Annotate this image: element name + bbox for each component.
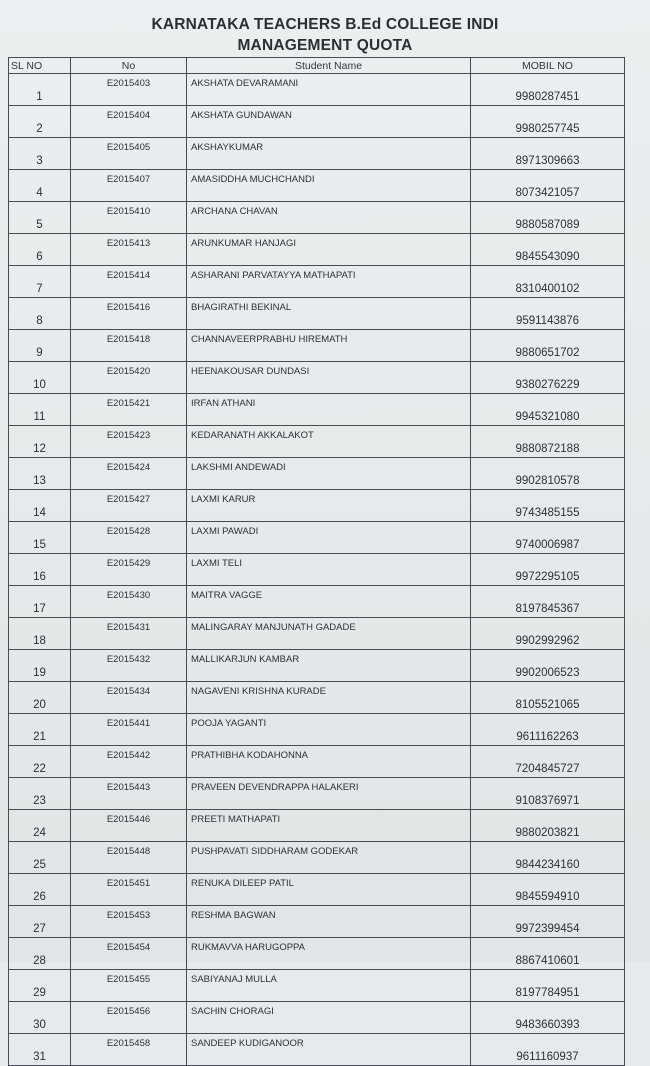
student-name-cell: MALLIKARJUN KAMBAR bbox=[187, 650, 471, 682]
sl-no-cell: 6 bbox=[9, 234, 71, 266]
student-name-cell: AKSHAYKUMAR bbox=[187, 138, 471, 170]
table-row bbox=[9, 362, 625, 394]
table-row bbox=[9, 106, 625, 138]
table-row bbox=[9, 138, 625, 170]
mobile-no-cell: 9611162263 bbox=[471, 714, 625, 746]
student-name-cell: AMASIDDHA MUCHCHANDI bbox=[187, 170, 471, 202]
table-row bbox=[9, 682, 625, 714]
mobile-no-cell: 9880587089 bbox=[471, 202, 625, 234]
mobile-no-cell: 9902006523 bbox=[471, 650, 625, 682]
table-body bbox=[9, 74, 625, 1066]
student-name-cell: KEDARANATH AKKALAKOT bbox=[187, 426, 471, 458]
student-name-cell: CHANNAVEERPRABHU HIREMATH bbox=[187, 330, 471, 362]
student-name-cell: PRATHIBHA KODAHONNA bbox=[187, 746, 471, 778]
table-row bbox=[9, 522, 625, 554]
enrollment-no-cell: E2015424 bbox=[71, 458, 187, 490]
sl-no-cell: 26 bbox=[9, 874, 71, 906]
enrollment-no-cell: E2015431 bbox=[71, 618, 187, 650]
student-name-cell: MAITRA VAGGE bbox=[187, 586, 471, 618]
sl-no-cell: 20 bbox=[9, 682, 71, 714]
mobile-no-cell: 9743485155 bbox=[471, 490, 625, 522]
table-row bbox=[9, 490, 625, 522]
sl-no-cell: 14 bbox=[9, 490, 71, 522]
sl-no-cell: 1 bbox=[9, 74, 71, 106]
enrollment-no-cell: E2015404 bbox=[71, 106, 187, 138]
table-row bbox=[9, 842, 625, 874]
enrollment-no-cell: E2015413 bbox=[71, 234, 187, 266]
sl-no-cell: 8 bbox=[9, 298, 71, 330]
student-name-cell: LAXMI PAWADI bbox=[187, 522, 471, 554]
table-row bbox=[9, 746, 625, 778]
table-row bbox=[9, 938, 625, 970]
enrollment-no-cell: E2015418 bbox=[71, 330, 187, 362]
mobile-no-cell: 9972295105 bbox=[471, 554, 625, 586]
table-row bbox=[9, 394, 625, 426]
enrollment-no-cell: E2015454 bbox=[71, 938, 187, 970]
table-row bbox=[9, 874, 625, 906]
enrollment-no-cell: E2015441 bbox=[71, 714, 187, 746]
enrollment-no-cell: E2015414 bbox=[71, 266, 187, 298]
table-row bbox=[9, 554, 625, 586]
student-name-cell: ARUNKUMAR HANJAGI bbox=[187, 234, 471, 266]
mobile-no-cell: 8105521065 bbox=[471, 682, 625, 714]
mobile-no-cell: 8197845367 bbox=[471, 586, 625, 618]
table-row bbox=[9, 618, 625, 650]
sl-no-cell: 16 bbox=[9, 554, 71, 586]
column-header-student-name: Student Name bbox=[187, 58, 471, 74]
mobile-no-cell: 9591143876 bbox=[471, 298, 625, 330]
mobile-no-cell: 9845594910 bbox=[471, 874, 625, 906]
enrollment-no-cell: E2015410 bbox=[71, 202, 187, 234]
mobile-no-cell: 8197784951 bbox=[471, 970, 625, 1002]
student-name-cell: LAXMI KARUR bbox=[187, 490, 471, 522]
table-row bbox=[9, 74, 625, 106]
mobile-no-cell: 9844234160 bbox=[471, 842, 625, 874]
student-name-cell: LAXMI TELI bbox=[187, 554, 471, 586]
student-table bbox=[8, 57, 625, 1066]
enrollment-no-cell: E2015432 bbox=[71, 650, 187, 682]
mobile-no-cell: 9902992962 bbox=[471, 618, 625, 650]
table-row bbox=[9, 714, 625, 746]
enrollment-no-cell: E2015429 bbox=[71, 554, 187, 586]
enrollment-no-cell: E2015423 bbox=[71, 426, 187, 458]
enrollment-no-cell: E2015420 bbox=[71, 362, 187, 394]
student-name-cell: MALINGARAY MANJUNATH GADADE bbox=[187, 618, 471, 650]
enrollment-no-cell: E2015416 bbox=[71, 298, 187, 330]
student-name-cell: LAKSHMI ANDEWADI bbox=[187, 458, 471, 490]
sl-no-cell: 10 bbox=[9, 362, 71, 394]
table-row bbox=[9, 202, 625, 234]
sl-no-cell: 18 bbox=[9, 618, 71, 650]
student-name-cell: PUSHPAVATI SIDDHARAM GODEKAR bbox=[187, 842, 471, 874]
table-row bbox=[9, 426, 625, 458]
mobile-no-cell: 9972399454 bbox=[471, 906, 625, 938]
sl-no-cell: 31 bbox=[9, 1034, 71, 1066]
quota-subtitle: MANAGEMENT QUOTA bbox=[237, 37, 413, 54]
sl-no-cell: 13 bbox=[9, 458, 71, 490]
mobile-no-cell: 8867410601 bbox=[471, 938, 625, 970]
mobile-no-cell: 9880203821 bbox=[471, 810, 625, 842]
enrollment-no-cell: E2015453 bbox=[71, 906, 187, 938]
table-row bbox=[9, 778, 625, 810]
table-row bbox=[9, 298, 625, 330]
mobile-no-cell: 9611160937 bbox=[471, 1034, 625, 1066]
mobile-no-cell: 9980287451 bbox=[471, 74, 625, 106]
mobile-no-cell: 9880651702 bbox=[471, 330, 625, 362]
enrollment-no-cell: E2015434 bbox=[71, 682, 187, 714]
student-name-cell: SACHIN CHORAGI bbox=[187, 1002, 471, 1034]
enrollment-no-cell: E2015427 bbox=[71, 490, 187, 522]
mobile-no-cell: 9740006987 bbox=[471, 522, 625, 554]
student-name-cell: SABIYANAJ MULLA bbox=[187, 970, 471, 1002]
mobile-no-cell: 9845543090 bbox=[471, 234, 625, 266]
student-name-cell: PRAVEEN DEVENDRAPPA HALAKERI bbox=[187, 778, 471, 810]
table-row bbox=[9, 234, 625, 266]
sl-no-cell: 15 bbox=[9, 522, 71, 554]
table-row bbox=[9, 970, 625, 1002]
student-name-cell: RESHMA BAGWAN bbox=[187, 906, 471, 938]
college-title: KARNATAKA TEACHERS B.Ed COLLEGE INDI bbox=[151, 16, 499, 33]
student-name-cell: AKSHATA GUNDAWAN bbox=[187, 106, 471, 138]
student-name-cell: RENUKA DILEEP PATIL bbox=[187, 874, 471, 906]
table-row bbox=[9, 330, 625, 362]
enrollment-no-cell: E2015428 bbox=[71, 522, 187, 554]
enrollment-no-cell: E2015405 bbox=[71, 138, 187, 170]
table-row bbox=[9, 170, 625, 202]
enrollment-no-cell: E2015430 bbox=[71, 586, 187, 618]
mobile-no-cell: 9880872188 bbox=[471, 426, 625, 458]
enrollment-no-cell: E2015421 bbox=[71, 394, 187, 426]
student-name-cell: AKSHATA DEVARAMANI bbox=[187, 74, 471, 106]
enrollment-no-cell: E2015456 bbox=[71, 1002, 187, 1034]
sl-no-cell: 2 bbox=[9, 106, 71, 138]
sl-no-cell: 17 bbox=[9, 586, 71, 618]
mobile-no-cell: 7204845727 bbox=[471, 746, 625, 778]
mobile-no-cell: 9945321080 bbox=[471, 394, 625, 426]
student-name-cell: POOJA YAGANTI bbox=[187, 714, 471, 746]
student-name-cell: PREETI MATHAPATI bbox=[187, 810, 471, 842]
sl-no-cell: 29 bbox=[9, 970, 71, 1002]
student-name-cell: ASHARANI PARVATAYYA MATHAPATI bbox=[187, 266, 471, 298]
sl-no-cell: 23 bbox=[9, 778, 71, 810]
sl-no-cell: 28 bbox=[9, 938, 71, 970]
sl-no-cell: 11 bbox=[9, 394, 71, 426]
student-name-cell: HEENAKOUSAR DUNDASI bbox=[187, 362, 471, 394]
enrollment-no-cell: E2015448 bbox=[71, 842, 187, 874]
mobile-no-cell: 9380276229 bbox=[471, 362, 625, 394]
enrollment-no-cell: E2015442 bbox=[71, 746, 187, 778]
enrollment-no-cell: E2015407 bbox=[71, 170, 187, 202]
table-row bbox=[9, 458, 625, 490]
sl-no-cell: 19 bbox=[9, 650, 71, 682]
mobile-no-cell: 9108376971 bbox=[471, 778, 625, 810]
column-header-mobile-no: MOBIL NO bbox=[471, 58, 625, 74]
enrollment-no-cell: E2015446 bbox=[71, 810, 187, 842]
sl-no-cell: 7 bbox=[9, 266, 71, 298]
sl-no-cell: 22 bbox=[9, 746, 71, 778]
sl-no-cell: 21 bbox=[9, 714, 71, 746]
student-name-cell: BHAGIRATHI BEKINAL bbox=[187, 298, 471, 330]
table-row bbox=[9, 1002, 625, 1034]
enrollment-no-cell: E2015451 bbox=[71, 874, 187, 906]
student-name-cell: ARCHANA CHAVAN bbox=[187, 202, 471, 234]
sl-no-cell: 24 bbox=[9, 810, 71, 842]
column-header-sl-no: SL NO bbox=[9, 58, 71, 74]
mobile-no-cell: 8310400102 bbox=[471, 266, 625, 298]
student-name-cell: SANDEEP KUDIGANOOR bbox=[187, 1034, 471, 1066]
sl-no-cell: 9 bbox=[9, 330, 71, 362]
enrollment-no-cell: E2015455 bbox=[71, 970, 187, 1002]
table-row bbox=[9, 586, 625, 618]
sl-no-cell: 25 bbox=[9, 842, 71, 874]
table-row bbox=[9, 650, 625, 682]
sl-no-cell: 30 bbox=[9, 1002, 71, 1034]
mobile-no-cell: 9902810578 bbox=[471, 458, 625, 490]
table-row bbox=[9, 1034, 625, 1066]
mobile-no-cell: 9980257745 bbox=[471, 106, 625, 138]
sl-no-cell: 12 bbox=[9, 426, 71, 458]
sl-no-cell: 4 bbox=[9, 170, 71, 202]
table-row bbox=[9, 906, 625, 938]
mobile-no-cell: 8971309663 bbox=[471, 138, 625, 170]
enrollment-no-cell: E2015458 bbox=[71, 1034, 187, 1066]
sl-no-cell: 27 bbox=[9, 906, 71, 938]
mobile-no-cell: 9483660393 bbox=[471, 1002, 625, 1034]
table-row bbox=[9, 810, 625, 842]
student-name-cell: NAGAVENI KRISHNA KURADE bbox=[187, 682, 471, 714]
table-header-row bbox=[9, 58, 625, 74]
student-name-cell: IRFAN ATHANI bbox=[187, 394, 471, 426]
sl-no-cell: 3 bbox=[9, 138, 71, 170]
student-name-cell: RUKMAVVA HARUGOPPA bbox=[187, 938, 471, 970]
enrollment-no-cell: E2015403 bbox=[71, 74, 187, 106]
sl-no-cell: 5 bbox=[9, 202, 71, 234]
column-header-no: No bbox=[71, 58, 187, 74]
mobile-no-cell: 8073421057 bbox=[471, 170, 625, 202]
enrollment-no-cell: E2015443 bbox=[71, 778, 187, 810]
table-row bbox=[9, 266, 625, 298]
